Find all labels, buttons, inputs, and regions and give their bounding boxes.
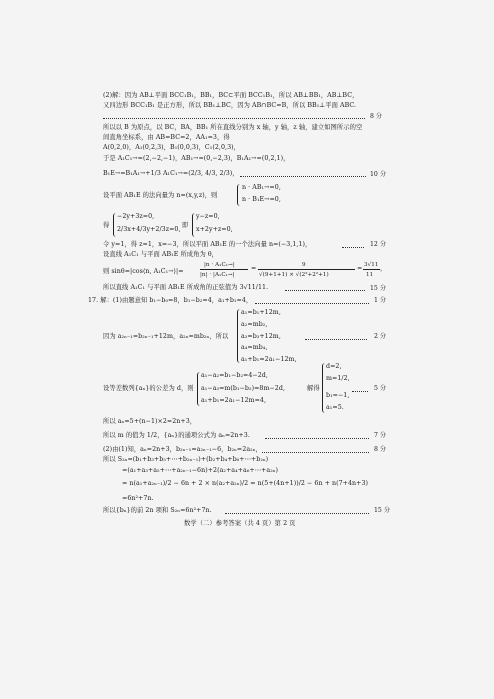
equals: = [251,265,257,272]
score-15b: 15 分 [374,507,391,514]
line-15: 因为 a₂ₙ₋₁=b₂ₙ₋₁+12m，a₂ₙ=mb₂ₙ，所以 [103,333,229,340]
system-eq: a₁−a₂=b₁−b₂=4−2d, [201,372,268,379]
score-2: 2 分 [374,333,387,340]
line-1: (2)解：因为 AB⊥平面 BCC₁B₁，BB₁，BC⊂平面 BCC₁B₁，所以 AB⊥BB₁，AB⊥BC， [103,92,359,99]
dot-leader [352,391,368,392]
system-eq: a₁+b₁=2a₁−12m, [241,356,297,363]
line-2: 又四边形 BCC₁B₁ 是正方形，所以 BB₁⊥BC，因为 AB∩BC=B，所以 BB₁⊥平面 ABC. [103,102,357,109]
line-20: 所以 S₂ₙ=(b₁+b₃+b₅+⋯+b₂ₙ₋₁)+(b₂+b₄+b₆+⋯+b₂ₙ) [103,456,269,463]
system-eq: a₁+b₁=2a₁−12m=4, [201,397,267,404]
dot-leader [240,176,366,177]
fraction-den: |n| · |A₁C₁→| [200,272,235,278]
system-eq: x+2y+z=0, [196,226,233,233]
brace [237,184,241,206]
dot-leader [285,290,365,291]
solution: b₁=−1, [326,392,350,399]
fraction-den: √(9+1+1) × √(2²+2²+1) [259,272,329,278]
dot-leader [255,303,369,304]
fraction-bar [258,269,355,270]
fraction-num: |n · A₁C₁→| [204,262,235,268]
system-eq: 2/3x+4/3y+2/3z=0, [117,226,181,233]
line-23: =6n²+7n. [122,495,154,502]
line-4: 间直角坐标系，由 AB=BC=2，AA₁=3，得 [103,134,230,141]
dot-leader [103,118,365,119]
dot-leader [265,438,369,439]
line-18: 所以 m 的值为 1/2，{aₙ}的通项公式为 aₙ=2n+3. [103,432,250,439]
score-5: 5 分 [374,385,387,392]
line-14: 17. 解：(1)由题意知 b₁−b₀=8，b₁−b₂=4，a₁+b₁=4， [88,297,253,304]
line-22: = n(a₁+a₂ₙ₋₁)/2 − 6n + 2 × n(a₂+a₂ₙ)/2 = n(5+(4n+1))/2 − 6n + n(7+4n+3) [122,480,369,487]
dot-leader [225,513,369,514]
comma: ， [380,265,387,272]
line-9c: 即 [182,222,189,229]
score-15: 15 分 [370,285,387,292]
line-17: 所以 aₙ=5+(n−1)×2=2n+3， [103,418,197,425]
line-12: 则 sinθ=|cos⟨n, A₁C₁→⟩|= [103,268,184,275]
solution: a₁=5. [326,404,344,411]
equals: = [357,265,363,272]
score-7: 7 分 [374,432,387,439]
score-8: 8 分 [370,113,383,120]
line-5: A(0,2,0)，A₁(0,2,3)，B₁(0,0,3)，C₁(2,0,3)， [103,144,240,151]
system-eq: a₁−a₃=m(b₁−b₂)=8m−2d, [201,385,285,392]
line-24: 所以{bₙ}的前 2n 项和 S₂ₙ=6n²+7n. [103,507,212,514]
system-eq: a₂=mb₂, [241,321,268,328]
line-21: =(a₁+a₃+a₅+⋯+a₂ₙ₋₁−6n)+2(a₂+a₄+a₆+⋯+a₂ₙ) [122,467,279,474]
fraction-bar [200,269,248,270]
system-eq: n · AB₁→=0, [242,184,281,191]
score-10: 10 分 [370,171,387,178]
line-16: 设等差数列{aₙ}的公差为 d，则 [103,385,194,392]
line-7: B₁E→=B₁A₁→+1/3 A₁C₁→=(2/3, 4/3, 2/3)， [103,170,239,177]
system-eq: y−z=0, [196,213,220,220]
system-eq: a₃=b₃+12m, [241,333,281,340]
system-eq: a₄=mb₄, [241,344,268,351]
page-footer: 数学（二）参考答案（共 4 页）第 2 页 [184,520,296,527]
system-eq: n · B₁E→=0, [242,196,281,203]
dot-leader [305,339,367,340]
fraction-den: 11 [366,272,374,278]
line-6: 于是 A₁C₁→=(2,−2,−1)，AB₁→=(0,−2,3)，B₁A₁→=(0,2,1)， [103,155,290,162]
dot-leader [342,247,364,248]
system-eq: −2y+3z=0, [117,213,155,220]
line-13: 所以直线 A₁C₁ 与平面 AB₁E 所成角的正弦值为 3√11/11. [103,284,269,291]
fraction-bar [363,269,380,270]
line-9: 得 [103,222,110,229]
dot-leader [262,452,369,453]
line-8: 设平面 AB₁E 的法向量为 n=(x,y,z)，则 [103,192,218,199]
solution: m=1/2, [326,375,350,382]
line-3: 所以以 B 为原点，以 BC，BA，BB₁ 所在直线分别为 x 轴，y 轴，z 轴，建立如图所示的空 [103,124,363,131]
line-10: 令 y=1，得 z=1，x=−3，所以平面 AB₁E 的一个法向量 n=(−3,1,1)， [103,241,312,248]
line-11: 设直线 A₁C₁ 与平面 AB₁E 所成角为 θ， [103,251,219,258]
fraction-num: 3√11 [364,262,379,268]
system-eq: a₁=b₁+12m, [241,309,281,316]
solved-label: 解得 [307,385,320,392]
score-12: 12 分 [370,241,387,248]
solution: d=2, [326,363,342,370]
line-19: (2)由(1)知，aₙ=2n+3，b₂ₙ₋₁=a₂ₙ₋₁−6，b₂ₙ=2a₂ₙ， [103,446,262,453]
score-8b: 8 分 [374,446,387,453]
score-1: 1 分 [374,297,387,304]
fraction-num: 9 [302,262,306,268]
